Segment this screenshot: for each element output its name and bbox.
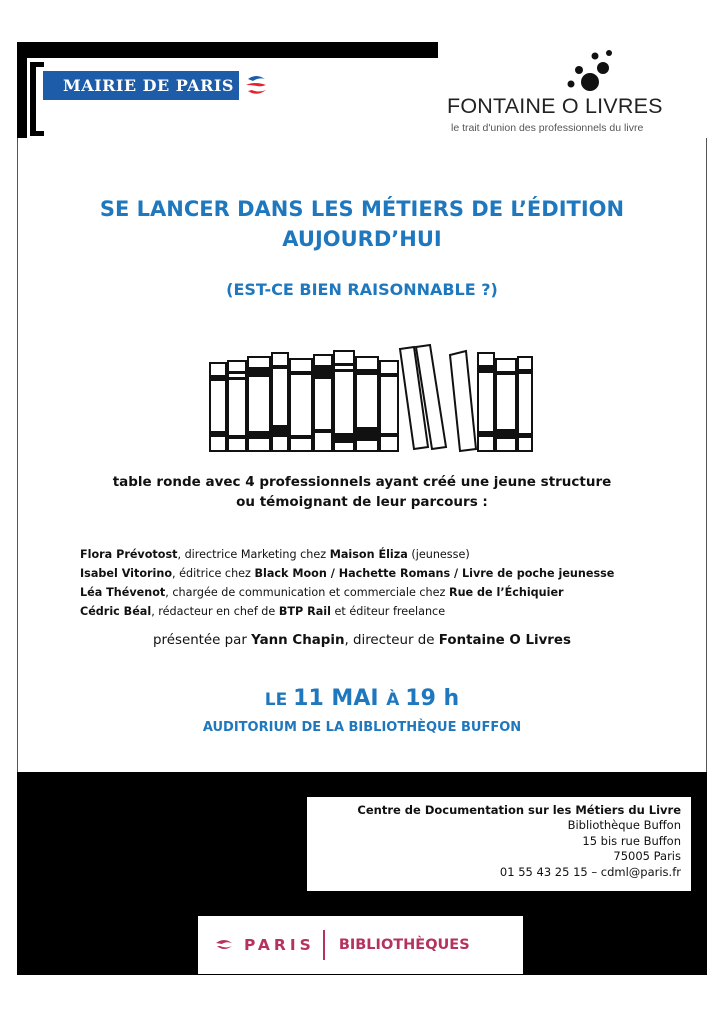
speaker-org: Maison Éliza <box>329 548 408 561</box>
speaker-row <box>80 564 614 583</box>
paris-label: PARIS <box>244 936 315 954</box>
speaker-row <box>80 583 614 602</box>
fontaine-tagline: le trait d'union des professionnels du livre <box>451 122 644 134</box>
speaker-extra: (jeunesse) <box>407 548 470 561</box>
presenter-line <box>17 633 707 648</box>
paris-emblem-icon <box>214 935 234 955</box>
contact-head: Centre de Documentation sur les Métiers du Livre <box>357 803 681 817</box>
frame-bracket-bottom <box>30 131 44 136</box>
speaker-org: Rue de l’Échiquier <box>448 586 564 599</box>
event-title-line2: AUJOURD’HUI <box>282 227 442 251</box>
intro-line2: ou témoignant de leur parcours : <box>236 494 488 510</box>
fontaine-dots-icon <box>557 46 617 94</box>
presenter-middle: , directeur de <box>344 633 439 648</box>
speaker-org: Black Moon / Hachette Romans / Livre de poche jeunesse <box>254 567 615 580</box>
contact-block <box>307 797 691 891</box>
presenter-org: Fontaine O Livres <box>438 633 571 648</box>
speaker-role: , éditrice chez <box>172 567 255 580</box>
contact-line: 75005 Paris <box>613 849 681 864</box>
speakers-list <box>80 545 614 621</box>
bibliotheques-label: BIBLIOTHÈQUES <box>338 937 470 953</box>
paris-bibliotheques-logo <box>198 916 523 974</box>
frame-top-bar <box>17 42 438 58</box>
speaker-name: Flora Prévotost <box>80 548 178 561</box>
frame-bracket-top <box>30 62 44 67</box>
event-venue: AUDITORIUM DE LA BIBLIOTHÈQUE BUFFON <box>202 720 522 735</box>
books-illustration-icon <box>200 335 550 455</box>
speaker-role: , chargée de communication et commerciale chez <box>165 586 449 599</box>
speaker-org: BTP Rail <box>278 605 331 618</box>
date-day-month: 11 MAI <box>293 686 387 711</box>
frame-bracket <box>30 62 36 136</box>
speaker-role: , rédacteur en chef de <box>151 605 279 618</box>
frame-left-bar <box>17 42 27 138</box>
speaker-role: , directrice Marketing chez <box>177 548 330 561</box>
contact-line: Bibliothèque Buffon <box>567 818 681 833</box>
event-title-line1: SE LANCER DANS LES MÉTIERS DE L’ÉDITION <box>99 197 625 221</box>
speaker-name: Isabel Vitorino <box>80 567 173 580</box>
presenter-name: Yann Chapin <box>251 633 345 648</box>
date-le: LE <box>264 690 294 710</box>
speaker-name: Cédric Béal <box>80 605 152 618</box>
speaker-extra: et éditeur freelance <box>330 605 446 618</box>
speaker-row <box>80 602 614 621</box>
event-subtitle: (EST-CE BIEN RAISONNABLE ?) <box>226 280 498 299</box>
intro-line1: table ronde avec 4 professionnels ayant créé une jeune structure <box>112 474 612 490</box>
speaker-row <box>80 545 614 564</box>
mairie-emblem-icon <box>239 71 273 100</box>
contact-line: 01 55 43 25 15 – cdml@paris.fr <box>499 864 681 879</box>
fontaine-title: FONTAINE O LIVRES <box>447 94 663 118</box>
mairie-label: MAIRIE DE PARIS <box>63 76 234 95</box>
speaker-name: Léa Thévenot <box>80 586 166 599</box>
event-date <box>17 686 707 711</box>
fontaine-o-livres-logo <box>447 46 689 136</box>
logo-divider <box>323 930 325 960</box>
mairie-de-paris-logo <box>43 71 273 100</box>
date-a: À <box>386 690 406 710</box>
date-time: 19 h <box>405 686 460 711</box>
contact-line: 15 bis rue Buffon <box>582 833 681 848</box>
presenter-prefix: présentée par <box>153 633 252 648</box>
